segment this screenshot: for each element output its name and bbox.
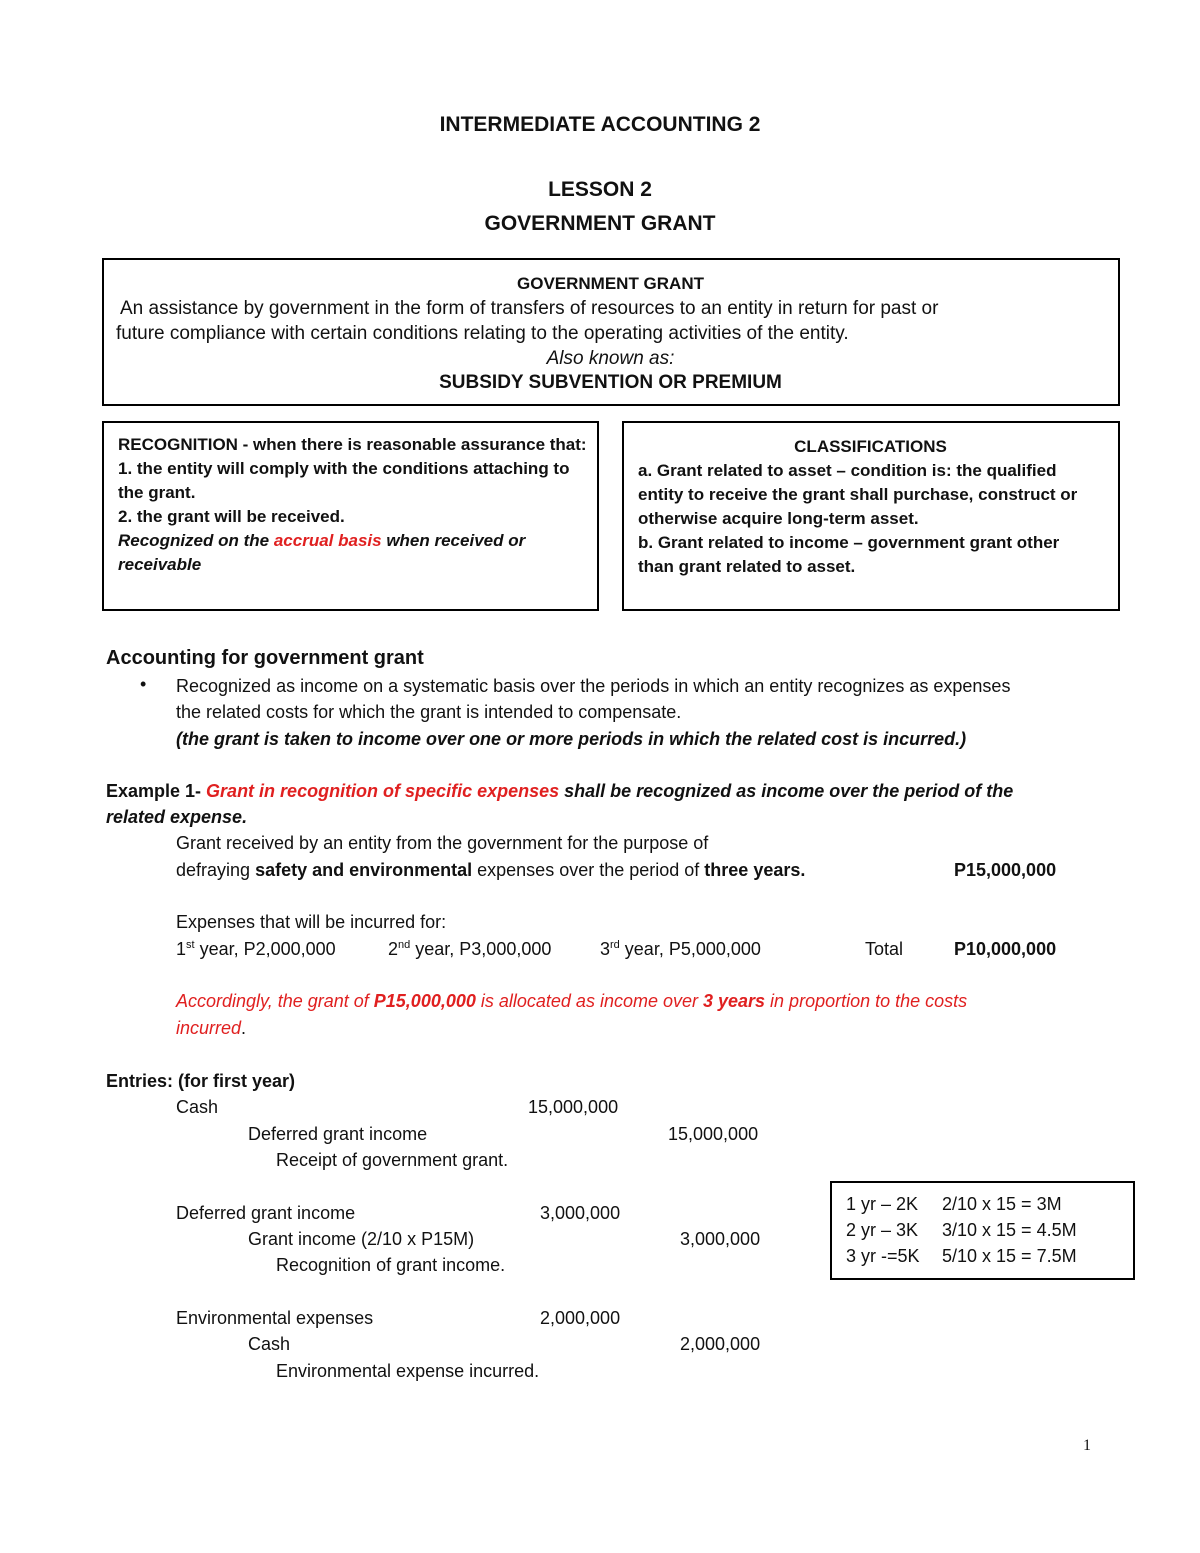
entry-2-credit-amount: 3,000,000 (680, 1229, 761, 1249)
entry-3-credit: Cash (248, 1334, 291, 1354)
recognition-note-end: receivable (118, 555, 202, 574)
classification-b-line-1: b. Grant related to income – government grant other (638, 533, 1060, 552)
classification-a-line-2: entity to receive the grant shall purchase, construct or (638, 485, 1078, 504)
grant-amount: P15,000,000 (954, 860, 1057, 880)
classification-b-line-2: than grant related to asset. (638, 557, 856, 576)
entries-heading: Entries: (for first year) (106, 1071, 296, 1091)
total-value: P10,000,000 (954, 939, 1057, 959)
lesson-topic: GOVERNMENT GRANT (484, 212, 716, 235)
recognition-item-2: 2. the grant will be received. (118, 507, 345, 526)
allocation-note: Accordingly, the grant of P15,000,000 is allocated as income over 3 years in proportion to the costs (176, 991, 968, 1011)
calc-row-2-value: 3/10 x 15 = 4.5M (942, 1220, 1077, 1240)
entry-1-debit: Cash (176, 1097, 219, 1117)
entry-1-memo: Receipt of government grant. (276, 1150, 509, 1170)
calc-row-3-value: 5/10 x 15 = 7.5M (942, 1246, 1077, 1266)
classification-a-line-1: a. Grant related to asset – condition is: the qualified (638, 461, 1057, 480)
year-1-expense: 1st year, P2,000,000 (176, 939, 336, 959)
entry-3-credit-amount: 2,000,000 (680, 1334, 761, 1354)
calc-row-2-label: 2 yr – 3K (846, 1220, 919, 1240)
definition-box (102, 258, 1120, 406)
page-number: 1 (1083, 1437, 1091, 1454)
expenses-label: Expenses that will be incurred for: (176, 912, 447, 932)
bullet-icon: • (140, 674, 147, 694)
lesson-number: LESSON 2 (548, 178, 652, 201)
entry-2-memo: Recognition of grant income. (276, 1255, 506, 1275)
recognition-box (102, 421, 599, 611)
example-1-desc-2: defraying safety and environmental expenses over the period of three years. (176, 860, 806, 880)
entry-1-credit-amount: 15,000,000 (668, 1124, 759, 1144)
accounting-line-3: (the grant is taken to income over one or more periods in which the related cost is incurred.) (176, 729, 967, 749)
example-1-heading: Example 1- Grant in recognition of specific expenses shall be recognized as income over the period of the (106, 781, 1014, 801)
recognition-title: RECOGNITION - when there is reasonable assurance that: (118, 435, 587, 454)
definition-title: GOVERNMENT GRANT (517, 274, 704, 293)
aka-value: SUBSIDY SUBVENTION OR PREMIUM (439, 372, 782, 393)
example-1-red-phrase: Grant in recognition of specific expenses (206, 781, 560, 801)
recognition-item-1a: 1. the entity will comply with the conditions attaching to (118, 459, 570, 478)
allocation-note-cont: incurred. (176, 1018, 247, 1038)
entry-3-memo: Environmental expense incurred. (276, 1361, 540, 1381)
entry-2-credit: Grant income (2/10 x P15M) (248, 1229, 475, 1249)
calculation-box (830, 1181, 1135, 1280)
total-label: Total (865, 939, 904, 959)
aka-label: Also known as: (546, 348, 675, 369)
example-1-heading-cont: related expense. (106, 807, 248, 827)
course-title: INTERMEDIATE ACCOUNTING 2 (439, 113, 761, 136)
entry-2-debit-amount: 3,000,000 (540, 1203, 621, 1223)
example-1-desc-1: Grant received by an entity from the government for the purpose of (176, 833, 709, 853)
calc-row-1-label: 1 yr – 2K (846, 1194, 919, 1214)
recognition-note: Recognized on the accrual basis when received or (118, 531, 526, 550)
entry-1-credit: Deferred grant income (248, 1124, 428, 1144)
accounting-line-1: Recognized as income on a systematic basis over the periods in which an entity recognizes as expenses (176, 676, 1011, 696)
classification-box (622, 421, 1120, 611)
accounting-heading: Accounting for government grant (106, 647, 424, 669)
calc-row-1-value: 2/10 x 15 = 3M (942, 1194, 1062, 1214)
entry-1-debit-amount: 15,000,000 (528, 1097, 619, 1117)
recognition-item-1b: the grant. (118, 483, 196, 502)
definition-line-2: future compliance with certain conditions relating to the operating activities of the entity. (116, 323, 849, 344)
calc-row-3-label: 3 yr -=5K (846, 1246, 920, 1266)
year-3-expense: 3rd year, P5,000,000 (600, 939, 761, 959)
accounting-line-2: the related costs for which the grant is intended to compensate. (176, 702, 682, 722)
classification-title: CLASSIFICATIONS (794, 437, 947, 456)
definition-line-1: An assistance by government in the form of transfers of resources to an entity in return for past or (120, 298, 939, 319)
entry-3-debit-amount: 2,000,000 (540, 1308, 621, 1328)
accrual-basis-term: accrual basis (273, 531, 382, 550)
classification-a-line-3: otherwise acquire long-term asset. (638, 509, 919, 528)
year-2-expense: 2nd year, P3,000,000 (388, 939, 552, 959)
entry-3-debit: Environmental expenses (176, 1308, 374, 1328)
entry-2-debit: Deferred grant income (176, 1203, 356, 1223)
